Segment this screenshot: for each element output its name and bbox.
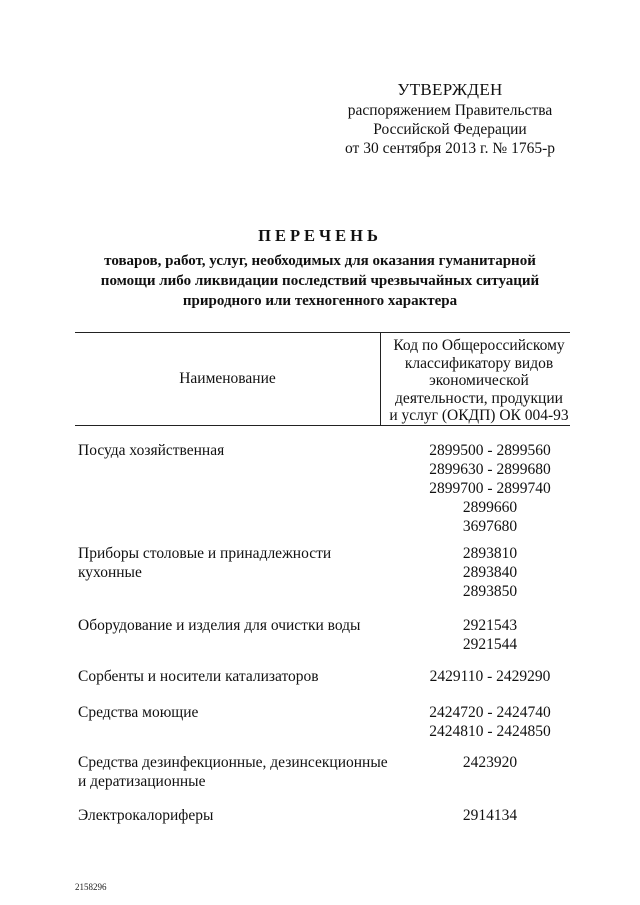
row-code: 2424810 - 2424850	[429, 723, 551, 740]
subtitle-line: помощи либо ликвидации последствий чрезвычайных ситуаций	[100, 273, 540, 289]
document-number: 2158296	[75, 882, 107, 892]
column-header-name: Наименование	[179, 370, 276, 387]
subtitle-line: товаров, работ, услуг, необходимых для оказания гуманитарной	[104, 253, 536, 269]
document-subtitle	[70, 251, 570, 311]
document-heading: ПЕРЕЧЕНЬ	[258, 226, 382, 245]
row-code: 2914134	[462, 807, 518, 824]
column-header-code	[384, 337, 574, 425]
row-name	[78, 806, 398, 825]
row-code: 2921543	[462, 617, 518, 634]
row-codes	[400, 667, 580, 686]
row-code: 2921544	[462, 636, 518, 653]
row-name-line: Сорбенты и носители катализаторов	[78, 668, 319, 685]
row-name-line: кухонные	[78, 564, 142, 581]
approval-stamp	[330, 80, 570, 158]
column-header-code-line: Код по Общероссийскому	[393, 337, 565, 354]
row-code: 2893810	[462, 545, 518, 562]
row-name	[78, 753, 398, 791]
row-name-line: Оборудование и изделия для очистки воды	[78, 617, 361, 634]
column-header-code-line: классификатору видов	[404, 354, 554, 372]
table-top-border	[75, 332, 570, 333]
approval-line: Российской Федерации	[373, 121, 527, 138]
row-code: 2423920	[462, 754, 518, 771]
row-codes	[400, 806, 580, 825]
row-code: 2899500 - 2899560	[429, 442, 551, 459]
row-code: 2893840	[462, 564, 518, 581]
table-header-divider	[380, 332, 381, 425]
column-header-code-line: экономической	[429, 372, 529, 389]
row-name-line: Электрокалориферы	[78, 807, 214, 824]
row-name-line: Средства дезинфекционные, дезинсекционные	[78, 754, 388, 771]
row-code: 3697680	[462, 518, 518, 535]
row-name	[78, 667, 398, 686]
subtitle-line: природного или техногенного характера	[182, 293, 458, 309]
table-header-bottom-border	[75, 425, 570, 426]
row-name	[78, 616, 398, 635]
row-code: 2899700 - 2899740	[429, 480, 551, 497]
approval-title: УТВЕРЖДЕН	[397, 80, 503, 99]
row-codes	[400, 616, 580, 654]
approval-line: от 30 сентября 2013 г. № 1765-р	[345, 140, 555, 157]
row-code: 2424720 - 2424740	[429, 704, 551, 721]
row-codes	[400, 703, 580, 741]
column-header-code-line: деятельности, продукции	[395, 389, 563, 407]
row-name-line: и дератизационные	[78, 773, 206, 790]
row-code: 2899660	[462, 499, 518, 516]
approval-line: распоряжением Правительства	[347, 102, 553, 119]
row-code: 2893850	[462, 583, 518, 600]
row-code: 2899630 - 2899680	[429, 461, 551, 478]
row-name-line: Средства моющие	[78, 704, 199, 721]
row-name	[78, 703, 398, 722]
column-header-code-line: и услуг (ОКДП) ОК 004-93	[389, 407, 569, 424]
row-codes	[400, 441, 580, 536]
row-codes	[400, 753, 580, 772]
row-name	[78, 441, 398, 460]
row-name-line: Посуда хозяйственная	[78, 442, 225, 459]
row-name-line: Приборы столовые и принадлежности	[78, 545, 332, 562]
row-code: 2429110 - 2429290	[429, 668, 551, 685]
row-name	[78, 544, 398, 582]
row-codes	[400, 544, 580, 601]
